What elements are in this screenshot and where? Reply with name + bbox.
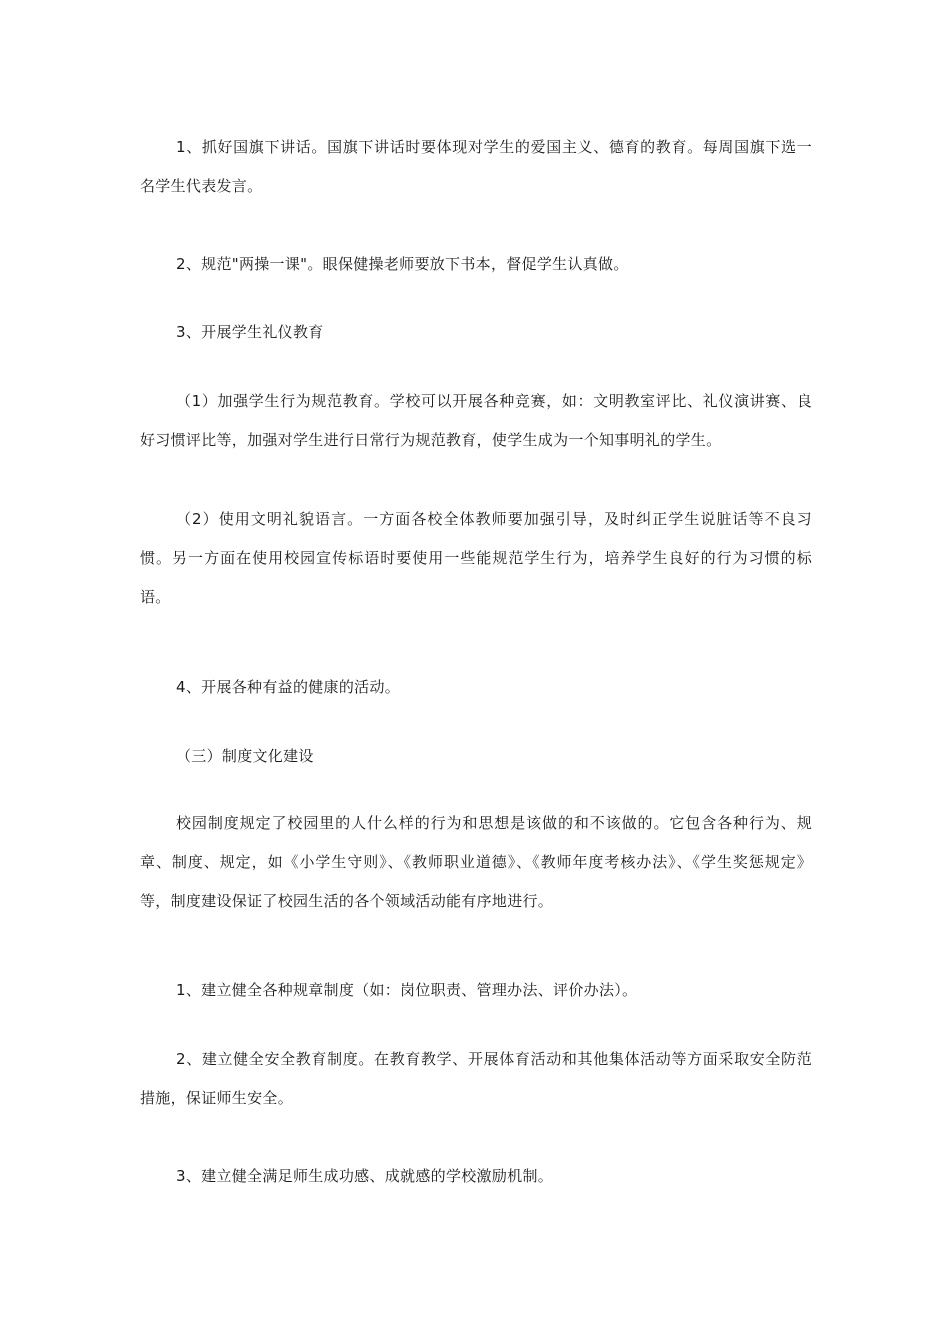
paragraph-flag-speech: 1、抓好国旗下讲话。国旗下讲话时要体现对学生的爱国主义、德育的教育。每周国旗下选一名学生代表发言。 <box>140 138 812 195</box>
paragraph-etiquette-heading: 3、开展学生礼仪教育 <box>176 323 324 341</box>
paragraph-exercises: 2、规范"两操一课"。眼保健操老师要放下书本，督促学生认真做。 <box>176 255 629 273</box>
paragraph-system-intro: 校园制度规定了校园里的人什么样的行为和思想是该做的和不该做的。它包含各种行为、规章、制度、规定，如《小学生守则》、《教师职业道德》、《教师年度考核办法》、《学生奖惩规定》等，制度建设保证了校园生活的各个领域活动能有序地进行。 <box>140 814 812 910</box>
paragraph-polite-language: （2）使用文明礼貌语言。一方面各校全体教师要加强引导，及时纠正学生说脏话等不良习惯。另一方面在使用校园宣传标语时要使用一些能规范学生行为，培养学生良好的行为习惯的标语。 <box>140 510 812 606</box>
paragraph-behavior-education: （1）加强学生行为规范教育。学校可以开展各种竞赛，如：文明教室评比、礼仪演讲赛、良好习惯评比等，加强对学生进行日常行为规范教育，使学生成为一个知事明礼的学生。 <box>140 392 812 449</box>
paragraph-safety: 2、建立健全安全教育制度。在教育教学、开展体育活动和其他集体活动等方面采取安全防范措施，保证师生安全。 <box>140 1050 812 1107</box>
paragraph-incentive: 3、建立健全满足师生成功感、成就感的学校激励机制。 <box>176 1167 554 1185</box>
paragraph-activities: 4、开展各种有益的健康的活动。 <box>176 678 401 696</box>
section-heading-system-culture: （三）制度文化建设 <box>176 747 314 765</box>
paragraph-rules: 1、建立健全各种规章制度（如：岗位职责、管理办法、评价办法）。 <box>176 981 638 999</box>
